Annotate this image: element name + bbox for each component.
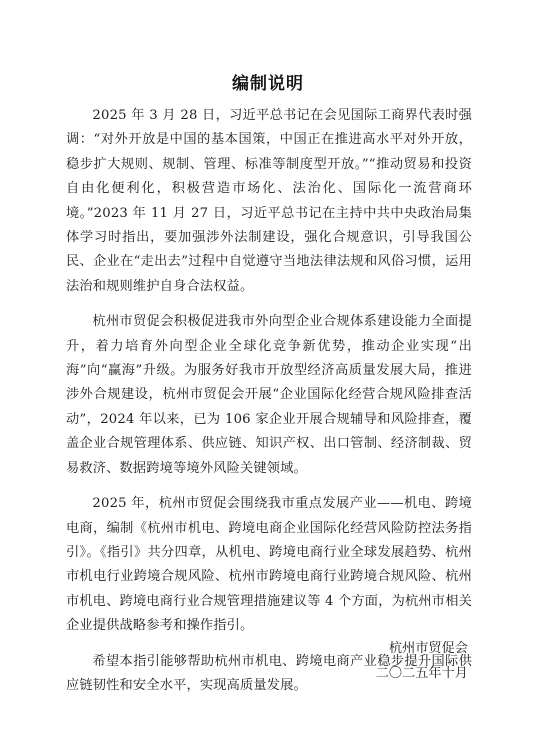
paragraph-2: 杭州市贸促会积极促进我市外向型企业合规体系建设能力全面提升，着力培育外向型企业全球化竞争新优势，推动企业实现“出海”向“赢海”升级。为服务好我市开放型经济高质量发展大局，推进涉外合规建设，杭州市贸促会开展“企业国际化经营合规风险排查活动”，2024 年以来，已为 106 家企业开展合规辅导和风险排查，覆盖企业合规管理体系、供应链、知识产权、出口管制、经济制裁、贸易救济、数据跨境等境外风险关键领域。: [66, 314, 472, 476]
signature-organization: 杭州市贸促会: [388, 641, 468, 656]
document-title: 编制说明: [232, 74, 304, 94]
paragraph-4: 希望本指引能够帮助杭州市机电、跨境电商产业稳步提升国际供应链韧性和安全水平，实现高质量发展。: [66, 653, 472, 693]
paragraph-1: 2025 年 3 月 28 日，习近平总书记在会见国际工商界代表时强调：“对外开放是中国的基本国策，中国正在推进高水平对外开放，稳步扩大规则、规制、管理、标准等制度型开放。”“推动贸易和投资自由化便利化，积极营造市场化、法治化、国际化一流营商环境。”2023 年 11 月 27 日，习近平总书记在主持中共中央政治局集体学习时指出，要加强涉外法制建设，强化合规意识，引导我国公民、企业在“走出去”过程中自觉遵守当地法律法规和风俗习惯，运用法治和规则维护自身合法权益。: [66, 108, 472, 294]
document-body: [66, 104, 472, 709]
paragraph-3: 2025 年，杭州市贸促会围绕我市重点发展产业——机电、跨境电商，编制《杭州市机电、跨境电商企业国际化经营风险防控法务指引》。《指引》共分四章，从机电、跨境电商行业全球发展趋势、杭州市机电行业跨境合规风险、杭州市跨境电商行业跨境合规风险、杭州市机电、跨境电商行业合规管理措施建议等 4 个方面，为杭州市相关企业提供战略参考和操作指引。: [66, 496, 472, 634]
signature-date: 二〇二五年十月: [375, 666, 468, 681]
